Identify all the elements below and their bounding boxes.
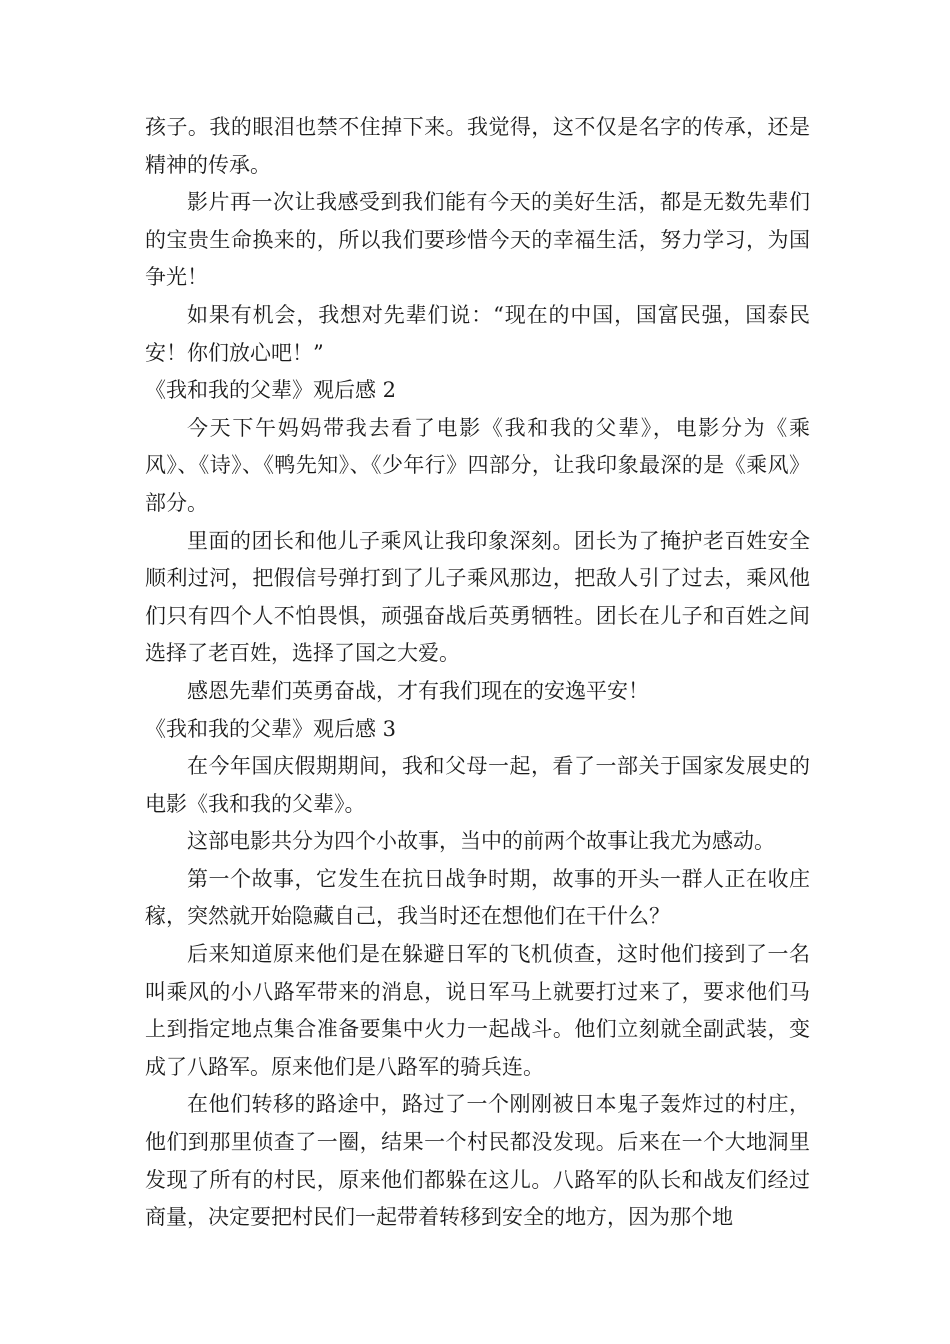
paragraph: 如果有机会，我想对先辈们说：“现在的中国，国富民强，国泰民安！你们放心吧！” — [145, 302, 810, 365]
paragraph: 今天下午妈妈带我去看了电影《我和我的父辈》，电影分为《乘风》、《诗》、《鸭先知》、《少年行》四部分，让我印象最深的是《乘风》部分。 — [145, 415, 810, 515]
paragraph-continued: 孩子。我的眼泪也禁不住掉下来。我觉得，这不仅是名字的传承，还是精神的传承。 — [145, 115, 810, 177]
section-heading: 《我和我的父辈》观后感 2 — [145, 378, 397, 403]
paragraph: 这部电影共分为四个小故事，当中的前两个故事让我尤为感动。 — [187, 829, 775, 854]
paragraph: 感恩先辈们英勇奋战，才有我们现在的安逸平安！ — [187, 678, 649, 703]
paragraph: 里面的团长和他儿子乘风让我印象深刻。团长为了掩护老百姓安全顺利过河，把假信号弹打到了儿子乘风那边，把敌人引了过去，乘风他们只有四个人不怕畏惧，顽强奋战后英勇牺牲。团长在儿子和百姓之间选择了老百姓，选择了国之大爱。 — [145, 528, 810, 666]
paragraph: 影片再一次让我感受到我们能有今天的美好生活，都是无数先辈们的宝贵生命换来的，所以我们要珍惜今天的幸福生活，努力学习，为国争光！ — [145, 190, 810, 290]
document-body — [145, 109, 810, 1237]
paragraph: 后来知道原来他们是在躲避日军的飞机侦查，这时他们接到了一名叫乘风的小八路军带来的消息，说日军马上就要打过来了，要求他们马上到指定地点集合准备要集中火力一起战斗。他们立刻就全副武装，变成了八路军。原来他们是八路军的骑兵连。 — [145, 942, 810, 1079]
paragraph: 在今年国庆假期期间，我和父母一起，看了一部关于国家发展史的电影《我和我的父辈》。 — [145, 754, 810, 816]
paragraph: 第一个故事，它发生在抗日战争时期，故事的开头一群人正在收庄稼，突然就开始隐藏自己，我当时还在想他们在干什么？ — [145, 866, 810, 929]
paragraph: 在他们转移的路途中，路过了一个刚刚被日本鬼子轰炸过的村庄，他们到那里侦查了一圈，结果一个村民都没发现。后来在一个大地洞里发现了所有的村民，原来他们都躲在这儿。八路军的队长和战友们经过商量，决定要把村民们一起带着转移到安全的地方，因为那个地 — [145, 1092, 810, 1230]
section-heading: 《我和我的父辈》观后感 3 — [145, 716, 397, 741]
